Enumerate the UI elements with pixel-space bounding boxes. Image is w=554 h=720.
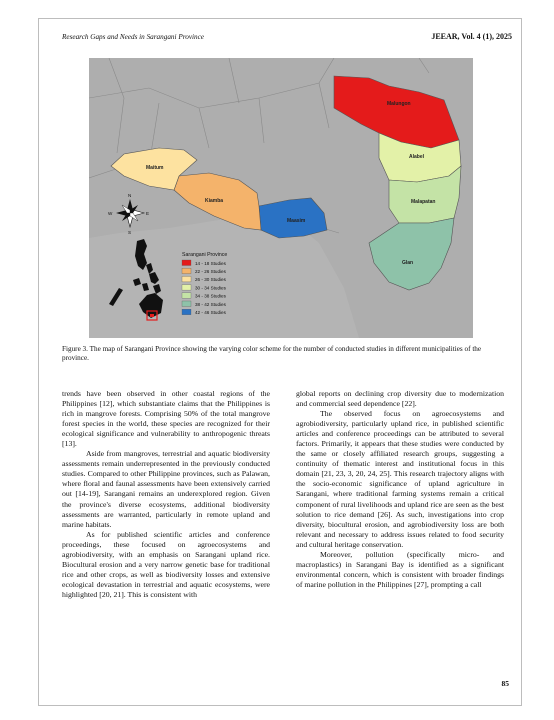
left-paragraph-1: trends have been observed in other coastal regions of the Philippines [12], which substantiate claims that the Philippines is rich in mangrove forests. Comprising 50% of the total mangrove forest species in the world, these species are recognized for their ecological significance and vulnerability to anthropogenic threats [13]. xyxy=(62,389,270,449)
legend-swatch xyxy=(182,260,191,266)
label-maitum: Maitum xyxy=(146,165,164,171)
right-paragraph-3: Moreover, pollution (specifically micro- and macroplastics) in Sarangani Bay is identified as a significant environmental concern, which is consistent with broader findings of marine pollution in the Philippines [27], prompting a call xyxy=(296,549,504,589)
legend-swatch xyxy=(182,293,191,299)
left-paragraph-2: Aside from mangroves, terrestrial and aquatic biodiversity assessments remain underrepresented in the previously conducted studies. Compared to other Philippine provinces, such as Palawan, where floral and faunal assessments have been extensively carried out [14-19], Sarangani remains an underexplored region. Given the province's diverse ecosystems, additional biodiversity assessments are warranted, particularly in remote upland and marine habitats. xyxy=(62,449,270,529)
legend-label: 22 - 26 Studies xyxy=(195,269,226,274)
legend-swatch xyxy=(182,285,191,291)
label-alabel: Alabel xyxy=(409,154,425,160)
label-malapatan: Malapatan xyxy=(411,199,436,205)
inset-highlight-fill xyxy=(150,314,154,317)
compass-w: W xyxy=(108,211,113,216)
compass-e: E xyxy=(146,211,150,216)
legend-label: 30 - 34 Studies xyxy=(195,285,226,291)
left-paragraph-3: As for published scientific articles and conference proceedings, these focused on agroecosystems and agrobiodiversity, with an emphasis on Sarangani upland rice. Biocultural erosion and a very narrow genetic base for traditional rice and other crops, as well as biodiversity losses and extensive ecological devastation in terrestrial and aquatic ecosystems, were highlighted [20, 21]. This is consistent with xyxy=(62,529,270,599)
page-number: 85 xyxy=(501,679,509,688)
figure-caption: Figure 3. The map of Sarangani Province showing the varying color scheme for the number of conducted studies in different municipalities of the province. xyxy=(62,345,482,362)
label-glan: Glan xyxy=(402,260,414,266)
label-maasim: Maasim xyxy=(287,218,306,224)
province-map-figure xyxy=(89,58,473,338)
legend-title: Sarangani Province xyxy=(182,252,228,258)
province-map xyxy=(89,58,473,338)
right-paragraph-1: global reports on declining crop diversity due to modernization and commercial seed dependence [22]. xyxy=(296,389,504,409)
legend-swatch xyxy=(182,309,191,315)
legend-swatch xyxy=(182,276,191,282)
body-column-left xyxy=(62,389,270,600)
legend-label: 26 - 30 Studies xyxy=(195,277,226,283)
legend-label: 14 - 18 Studies xyxy=(195,260,226,266)
journal-citation: JEEAR, Vol. 4 (1), 2025 xyxy=(431,32,512,41)
label-kiamba: Kiamba xyxy=(205,198,224,204)
compass-n: N xyxy=(128,193,132,198)
right-paragraph-2: The observed focus on agroecosystems and agrobiodiversity, particularly upland rice, in published scientific articles and conference proceedings can be attributed to several factors. Primarily, it appears that these studies were conducted by the same or closely affiliated research groups, suggesting a continuity of thematic interest and institutional focus in this domain [21, 23, 3, 20, 24, 25]. This research trajectory aligns with the socio-economic significance of upland agriculture in Sarangani, where traditional farming systems remain a critical component of rural livelihoods and upland rice are seen as the best solution to rice demand [26]. As such, investigations into crop diversity, biocultural erosion, and agrobiodiversity loss are both relevant and necessary to address issues related to food security and cultural heritage conservation. xyxy=(296,409,504,549)
label-malungon: Malungon xyxy=(387,101,411,107)
legend-label: 34 - 38 Studies xyxy=(195,293,226,299)
running-header xyxy=(62,33,512,45)
legend-label: 42 - 46 Studies xyxy=(195,310,226,315)
running-title: Research Gaps and Needs in Sarangani Province xyxy=(62,33,204,41)
compass-s: S xyxy=(128,230,132,235)
legend-swatch xyxy=(182,301,191,307)
legend-label: 38 - 42 Studies xyxy=(195,301,226,307)
body-column-right xyxy=(296,389,504,590)
legend-swatch xyxy=(182,268,191,274)
